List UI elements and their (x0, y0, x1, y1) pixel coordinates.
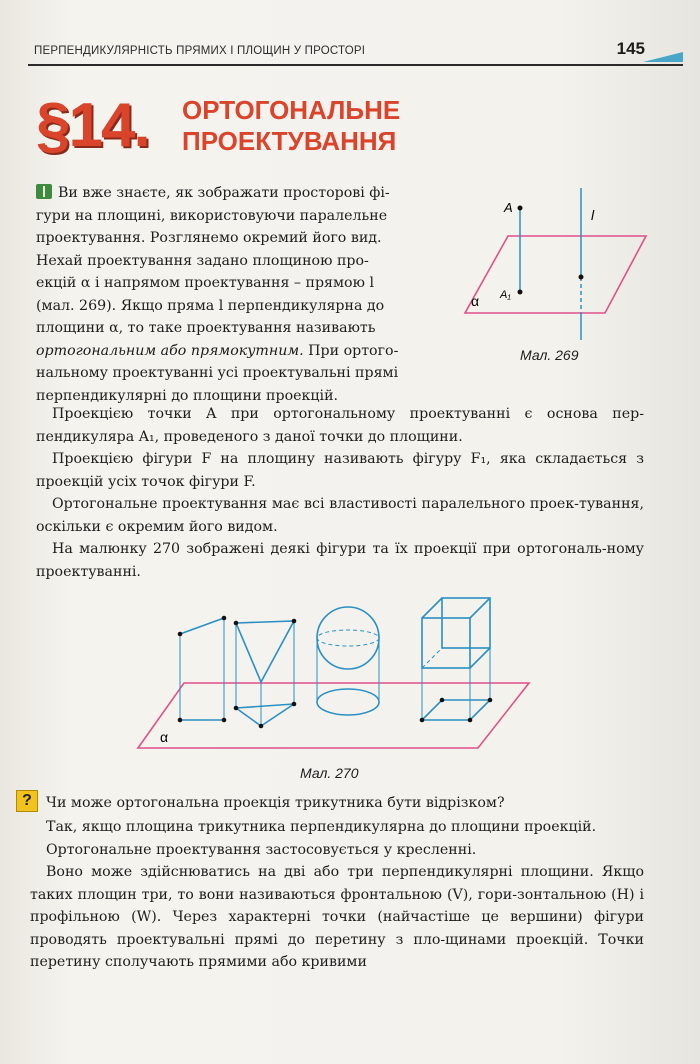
section-title (182, 95, 400, 157)
intro-line: екцій α і напрямом проектування – прямою l (36, 275, 374, 291)
intro-line: (мал. 269). Якщо пряма l перпендикулярна до (36, 297, 385, 314)
paragraph-2: Проекцією фігури F на площину називають фігуру F₁, яка складається з проекцій усіх точок фігури F. (36, 451, 644, 490)
answer-paragraphs (30, 816, 644, 974)
page-number: 145 (616, 39, 645, 58)
question-text: Чи може ортогональна проекція трикутника бути відрізком? (46, 795, 505, 811)
label-alpha: α (160, 729, 169, 745)
intro-line: гури на площині, використовуючи паралельне (36, 207, 388, 224)
body-paragraphs (36, 403, 644, 583)
section-title-line-1: ОРТОГОНАЛЬНЕ (182, 95, 401, 125)
paragraph-1: Проекцією точки A при ортогональному проектуванні є основа пер-пендикуляра A₁, проведеного з даної точки до площини. (36, 406, 644, 445)
intro-line: проектування. Розглянемо окремий його вид. (36, 230, 382, 246)
paragraph-3: Ортогональне проектування має всі властивості паралельного проек-тування, оскільки є окремим його видом. (36, 496, 644, 535)
header-title: ПЕРПЕНДИКУЛЯРНІСТЬ ПРЯМИХ І ПЛОЩИН У ПРОСТОРІ (34, 45, 366, 57)
point-A (518, 206, 523, 211)
figure-269-caption: Мал. 269 (520, 347, 579, 363)
label-alpha: α (471, 293, 480, 309)
intro-line: площини α, то таке проектування називають (36, 320, 376, 336)
figure-269 (450, 180, 650, 370)
section-number: §14. (36, 91, 149, 160)
running-header (28, 36, 683, 66)
section-title-line-2: ПРОЕКТУВАННЯ (182, 126, 397, 156)
header-tab-decoration (643, 52, 683, 62)
figure-270 (136, 590, 536, 755)
label-A: A (504, 200, 513, 215)
triangle-figure (234, 619, 297, 729)
point-l-intersection (579, 275, 584, 280)
sphere-figure (317, 607, 379, 715)
cube-figure (420, 598, 493, 722)
intro-line: Ви вже знаєте, як зображати просторові фі- (36, 182, 438, 205)
intro-line: ортогональним або прямокутним. При ортого- (36, 342, 399, 359)
label-A1: A₁ (500, 289, 511, 301)
answer-paragraph-3: Воно може здійснюватись на дві або три перпендикулярні площини. Якщо таких площин три, то вони називаються фронтальною (V), гори-зонтальною (H) і профільною (W). Через характерні точки (найчастіше це вершини) фігури проводять проектувальні прямі до перетину з пло-щинами проекцій. Точки перетину сполучають прямими або кривими (30, 864, 644, 970)
plane-alpha (465, 236, 646, 313)
book-icon (36, 184, 52, 199)
answer-paragraph-1: Так, якщо площина трикутника перпендикулярна до площини проекцій. (46, 819, 597, 835)
point-A1 (518, 290, 523, 295)
figure-270-caption: Мал. 270 (300, 765, 359, 781)
label-l: l (591, 207, 595, 223)
segment-figure (178, 616, 227, 723)
intro-line: перпендикулярні до площини проекцій. (36, 387, 339, 404)
intro-line: нальному проектуванні усі проектувальні прямі (36, 365, 399, 381)
intro-line: Нехай проектування задано площиною про- (36, 252, 369, 269)
question-icon: ? (16, 790, 38, 812)
paragraph-4: На малюнку 270 зображені деякі фігури та їх проекції при ортогональ-ному проектуванні. (36, 541, 644, 580)
intro-paragraph (36, 182, 438, 407)
answer-paragraph-2: Ортогональне проектування застосовується у кресленні. (46, 841, 477, 858)
term-emphasis: ортогональним або прямокутним. (36, 342, 304, 359)
